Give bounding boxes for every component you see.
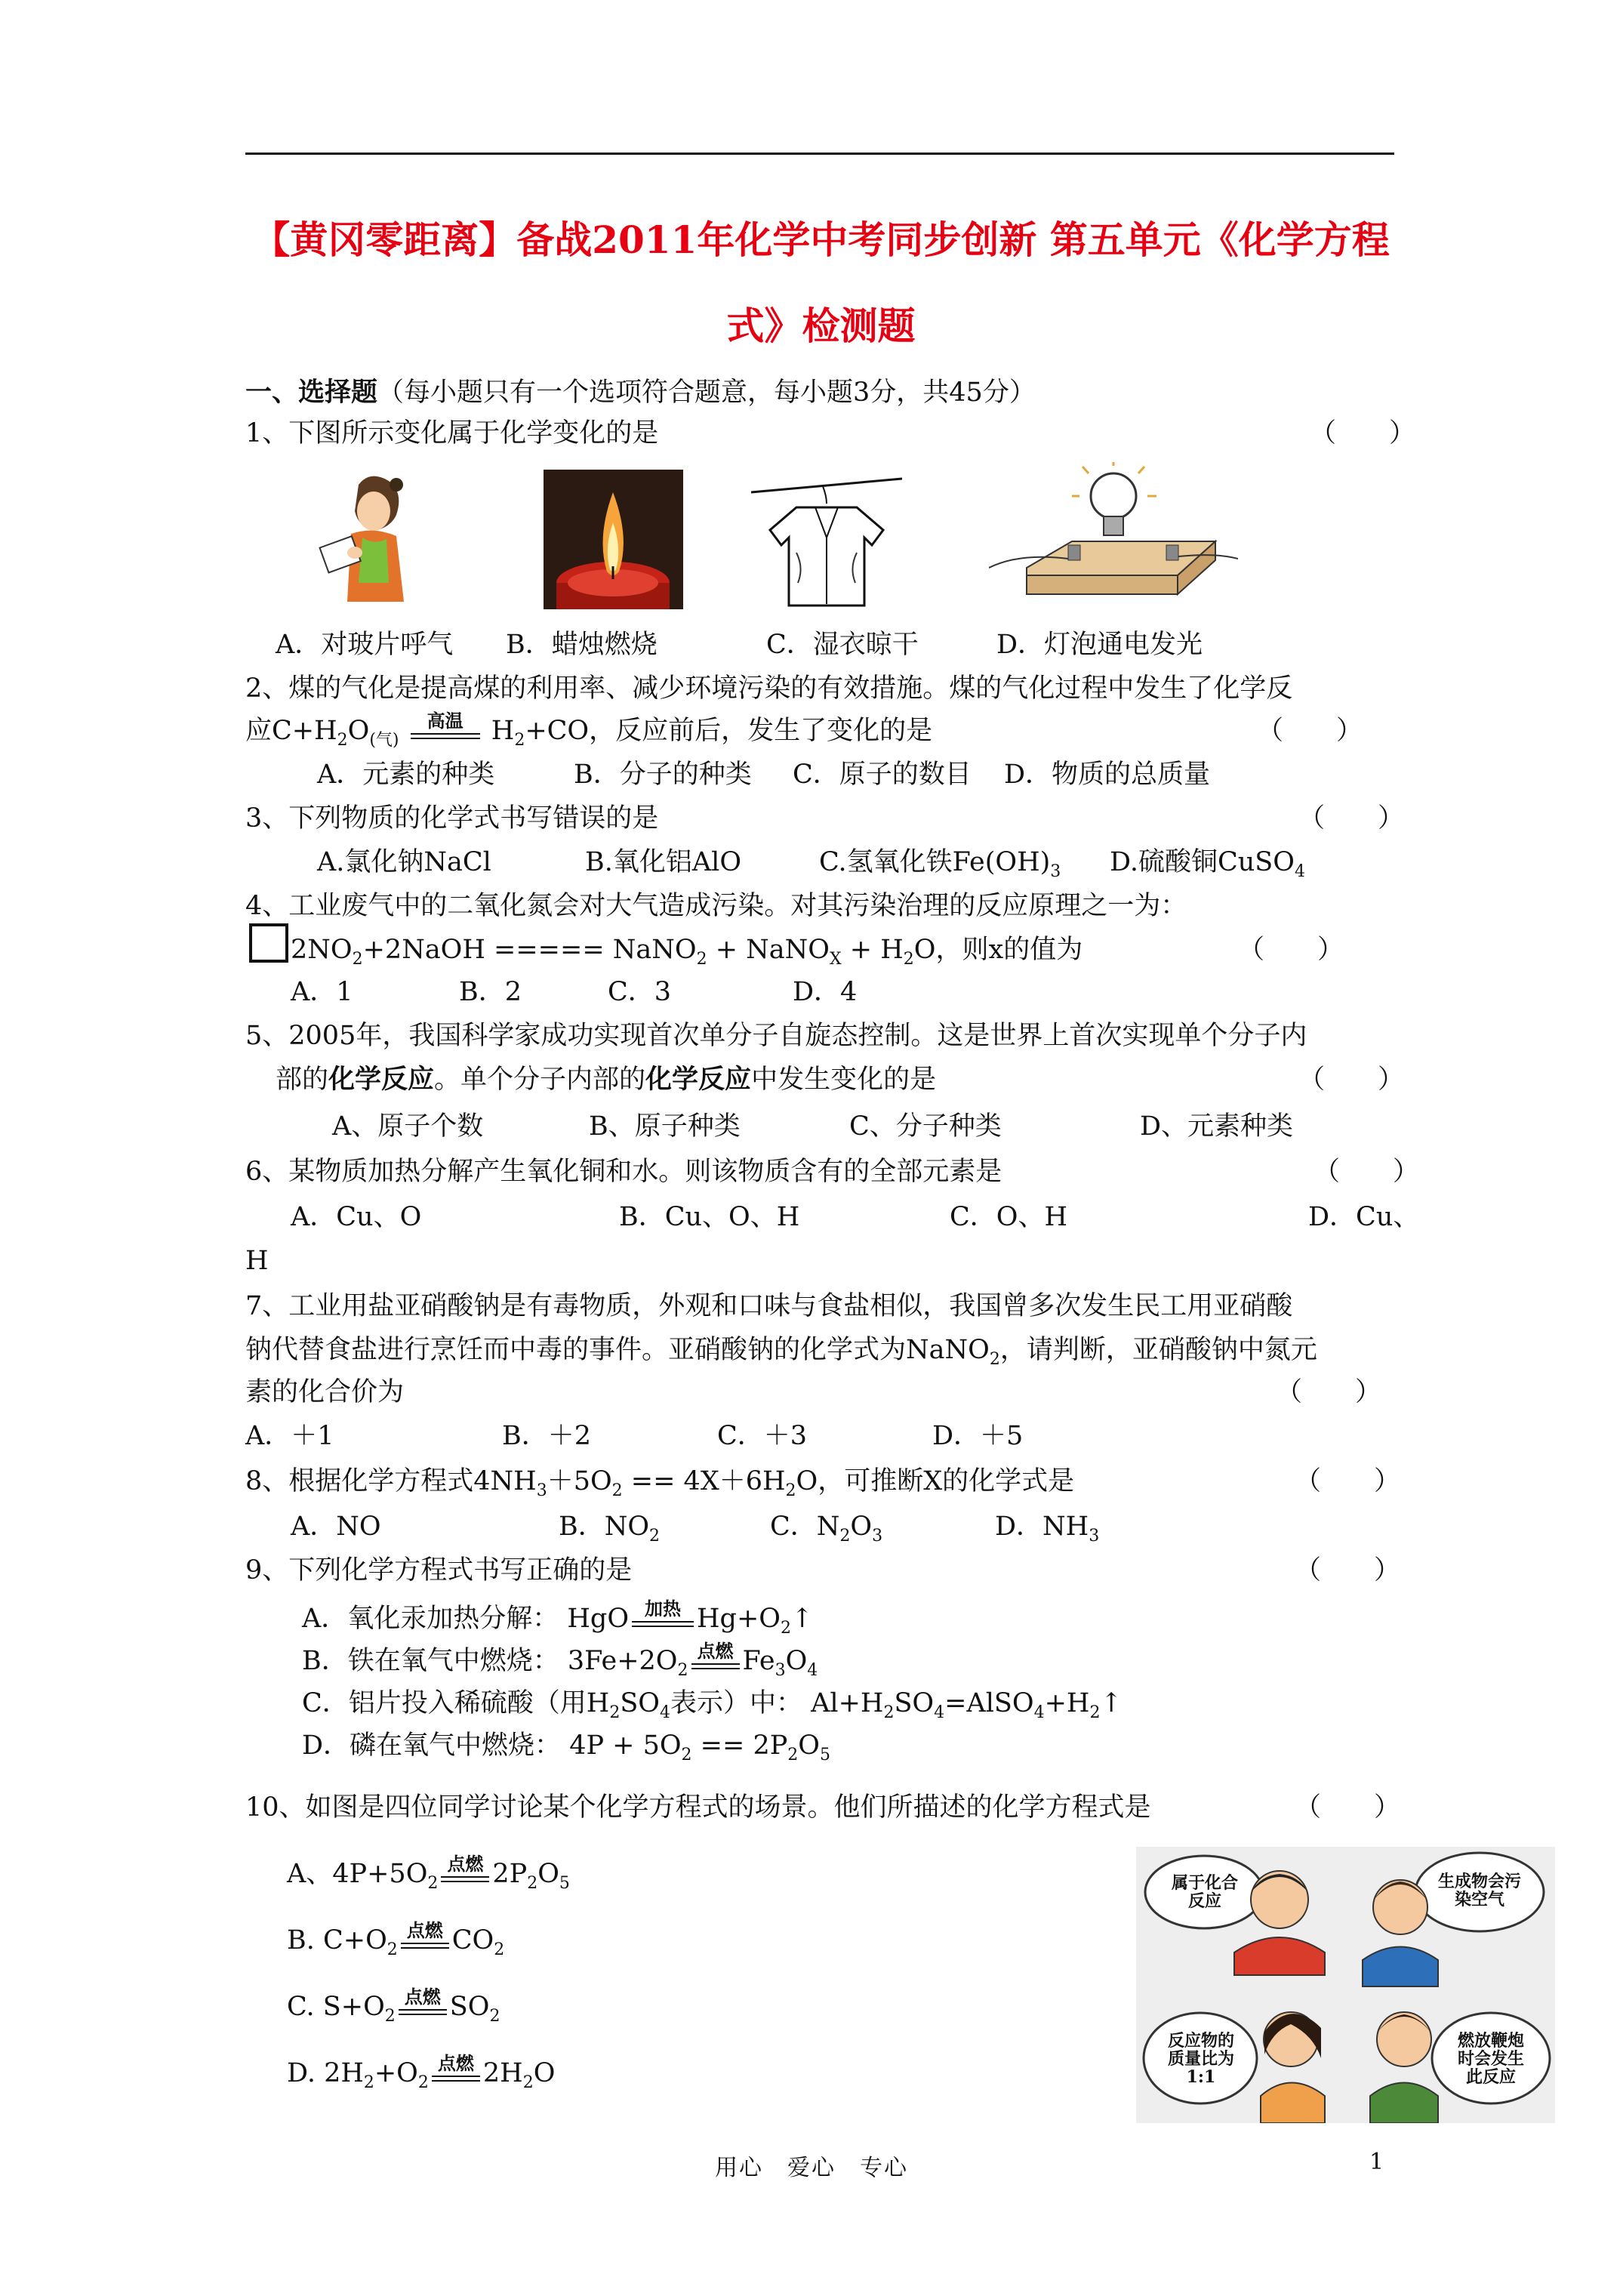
q4-option-b: B．2 — [459, 977, 522, 1007]
q8-option-d: D．$NH_3$ — [995, 1512, 1100, 1546]
reaction-condition-arrow: 高温 — [408, 714, 483, 747]
q9-option-a: A．氧化汞加热分解： HgO 加热 $Hg+O_2↑$ — [302, 1598, 814, 1638]
document-title-line2: 式》检测题 — [726, 304, 916, 348]
q10-option-d: D. $2H_2+O_2$ 点燃 $2H_2O$ — [287, 2052, 556, 2092]
shirt-drying-figure — [751, 470, 902, 609]
q9-option-d: D．磷在氧气中燃烧： $4P + 5O_2 == 2P_2O_5$ — [302, 1730, 830, 1764]
q4-equation: $2NO_2+2NaOH$ ===== NaNO$_2$ + NaNO$_X$ + $H_2O$，则x的值为 — [291, 935, 1083, 969]
q3-option-d: D.硫酸铜CuSO$_4$ — [1110, 847, 1305, 881]
q1-answer-bracket: （ ） — [1310, 418, 1416, 448]
speech-bubble-4: 燃放鞭炮时会发生此反应 — [1457, 2031, 1524, 2087]
q9-option-b: B．铁在氧气中燃烧： $3Fe+2O_2$ 点燃 $Fe_3O_4$ — [302, 1640, 818, 1680]
q10-option-c: C. $S+O_2$ 点燃 $SO_2$ — [287, 1986, 500, 2026]
q7-stem-line3: 素的化合价为 — [245, 1377, 405, 1407]
q3-option-b: B.氧化铝AlO — [585, 847, 742, 877]
q5-option-b: B、原子种类 — [589, 1111, 741, 1142]
q7-option-d: D．＋5 — [932, 1421, 1024, 1451]
speech-bubble-1: 属于化合反应 — [1171, 1873, 1238, 1911]
q6-option-a: A．Cu、O — [291, 1202, 422, 1232]
document-title-line1: 【黄冈零距离】备战2011年化学中考同步创新 第五单元《化学方程 — [252, 217, 1390, 262]
girl-breathing-figure — [317, 470, 423, 606]
section-heading: 一、选择题（每小题只有一个选项符合题意，每小题3分，共45分） — [245, 377, 1036, 408]
q6-stem: 6、某物质加热分解产生氧化铜和水。则该物质含有的全部元素是 — [245, 1157, 1002, 1187]
light-bulb-figure — [989, 462, 1238, 606]
q2-answer-bracket: （ ） — [1257, 716, 1363, 746]
q9-stem: 9、下列化学方程式书写正确的是 — [245, 1555, 633, 1586]
q3-stem: 3、下列物质的化学式书写错误的是 — [245, 803, 659, 834]
q5-option-d: D、元素种类 — [1140, 1111, 1294, 1142]
q7-option-c: C．＋3 — [717, 1421, 808, 1451]
speech-bubble-2: 生成物会污染空气 — [1438, 1872, 1522, 1909]
q4-answer-bracket: （ ） — [1238, 935, 1344, 965]
q7-option-b: B．＋2 — [502, 1421, 591, 1451]
q3-option-c: C.氢氧化铁$Fe(OH)_3$ — [819, 847, 1061, 881]
q4-option-c: C．3 — [608, 977, 672, 1007]
q2-option-c: C．原子的数目 — [793, 760, 972, 790]
q9-option-c: C．铝片投入稀硫酸（用$H_2SO_4$表示）中： $Al+H_2SO_4=AlSO_4+H_2↑$ — [302, 1688, 1123, 1722]
q8-stem: 8、根据化学方程式$4NH_3+5O_2 == 4X+6H_2O$，可推断X的化学式是 — [245, 1466, 1075, 1500]
q5-option-c: C、分子种类 — [849, 1111, 1002, 1142]
q2-option-a: A．元素的种类 — [317, 760, 495, 790]
q4-option-d: D．4 — [793, 977, 858, 1007]
q2-equation-line: 应$C+H_2O_{(气)}$ 高温 $H_2+CO$，反应前后，发生了变化的是 — [245, 710, 933, 750]
q1-option-c: C．湿衣晾干 — [766, 630, 919, 660]
q5-option-a: A、原子个数 — [332, 1111, 484, 1142]
blank-box — [249, 923, 288, 963]
q3-option-a: A.氯化钠NaCl — [317, 847, 491, 877]
q3-answer-bracket: （ ） — [1298, 803, 1405, 834]
q8-answer-bracket: （ ） — [1295, 1466, 1401, 1496]
q6-option-d-wrap: H — [245, 1246, 269, 1276]
q7-stem-line1: 7、工业用盐亚硝酸钠是有毒物质，外观和口味与食盐相似，我国曾多次发生民工用亚硝酸 — [245, 1291, 1293, 1321]
q7-option-a: A．＋1 — [245, 1421, 334, 1451]
q10-stem: 10、如图是四位同学讨论某个化学方程式的场景。他们所描述的化学方程式是 — [245, 1792, 1151, 1823]
q5-answer-bracket: （ ） — [1298, 1065, 1405, 1095]
q2-option-d: D．物质的总质量 — [1004, 760, 1211, 790]
speech-bubble-3: 反应物的质量比为1:1 — [1167, 2031, 1234, 2087]
q10-option-a: A、$4P+5O_2$ 点燃 $2P_2O_5$ — [287, 1853, 570, 1893]
q6-option-d: D．Cu、 — [1308, 1202, 1420, 1232]
q1-stem: 1、下图所示变化属于化学变化的是 — [245, 418, 659, 448]
q8-option-b: B．$NO_2$ — [559, 1512, 661, 1546]
page-footer: 用心 爱心 专心 — [715, 2155, 908, 2181]
page-number: 1 — [1369, 2149, 1384, 2175]
q10-answer-bracket: （ ） — [1295, 1792, 1401, 1823]
q6-option-b: B．Cu、O、H — [619, 1202, 800, 1232]
q5-stem-line2: 部的化学反应。单个分子内部的化学反应中发生变化的是 — [276, 1064, 937, 1095]
q1-option-b: B．蜡烛燃烧 — [506, 630, 658, 660]
q6-answer-bracket: （ ） — [1313, 1157, 1420, 1187]
candle-burning-photo — [544, 470, 683, 609]
q10-option-b: B. $C+O_2$ 点燃 $CO_2$ — [287, 1919, 505, 1959]
header-rule — [245, 153, 1394, 155]
q4-stem: 4、工业废气中的二氧化氮会对大气造成污染。对其污染治理的反应原理之一为： — [245, 891, 1187, 921]
students-discussion-cartoon — [1136, 1847, 1555, 2123]
q7-stem-line2: 钠代替食盐进行烹饪而中毒的事件。亚硝酸钠的化学式为NaNO$_2$，请判断，亚硝酸钠中氮元 — [245, 1335, 1317, 1369]
q6-option-c: C．O、H — [950, 1202, 1067, 1232]
q7-answer-bracket: （ ） — [1276, 1377, 1382, 1407]
q1-option-a: A．对玻片呼气 — [276, 630, 454, 660]
q5-stem-line1: 5、2005年，我国科学家成功实现首次单分子自旋态控制。这是世界上首次实现单个分子内 — [245, 1021, 1307, 1051]
q8-option-c: C．$N_2O_3$ — [770, 1512, 883, 1546]
q2-stem: 2、煤的气化是提高煤的利用率、减少环境污染的有效措施。煤的气化过程中发生了化学反 — [245, 673, 1293, 704]
q4-option-a: A．1 — [291, 977, 353, 1007]
q2-option-b: B．分子的种类 — [574, 760, 752, 790]
q9-answer-bracket: （ ） — [1295, 1555, 1401, 1586]
q1-option-d: D．灯泡通电发光 — [996, 630, 1203, 660]
q8-option-a: A．NO — [291, 1512, 381, 1542]
